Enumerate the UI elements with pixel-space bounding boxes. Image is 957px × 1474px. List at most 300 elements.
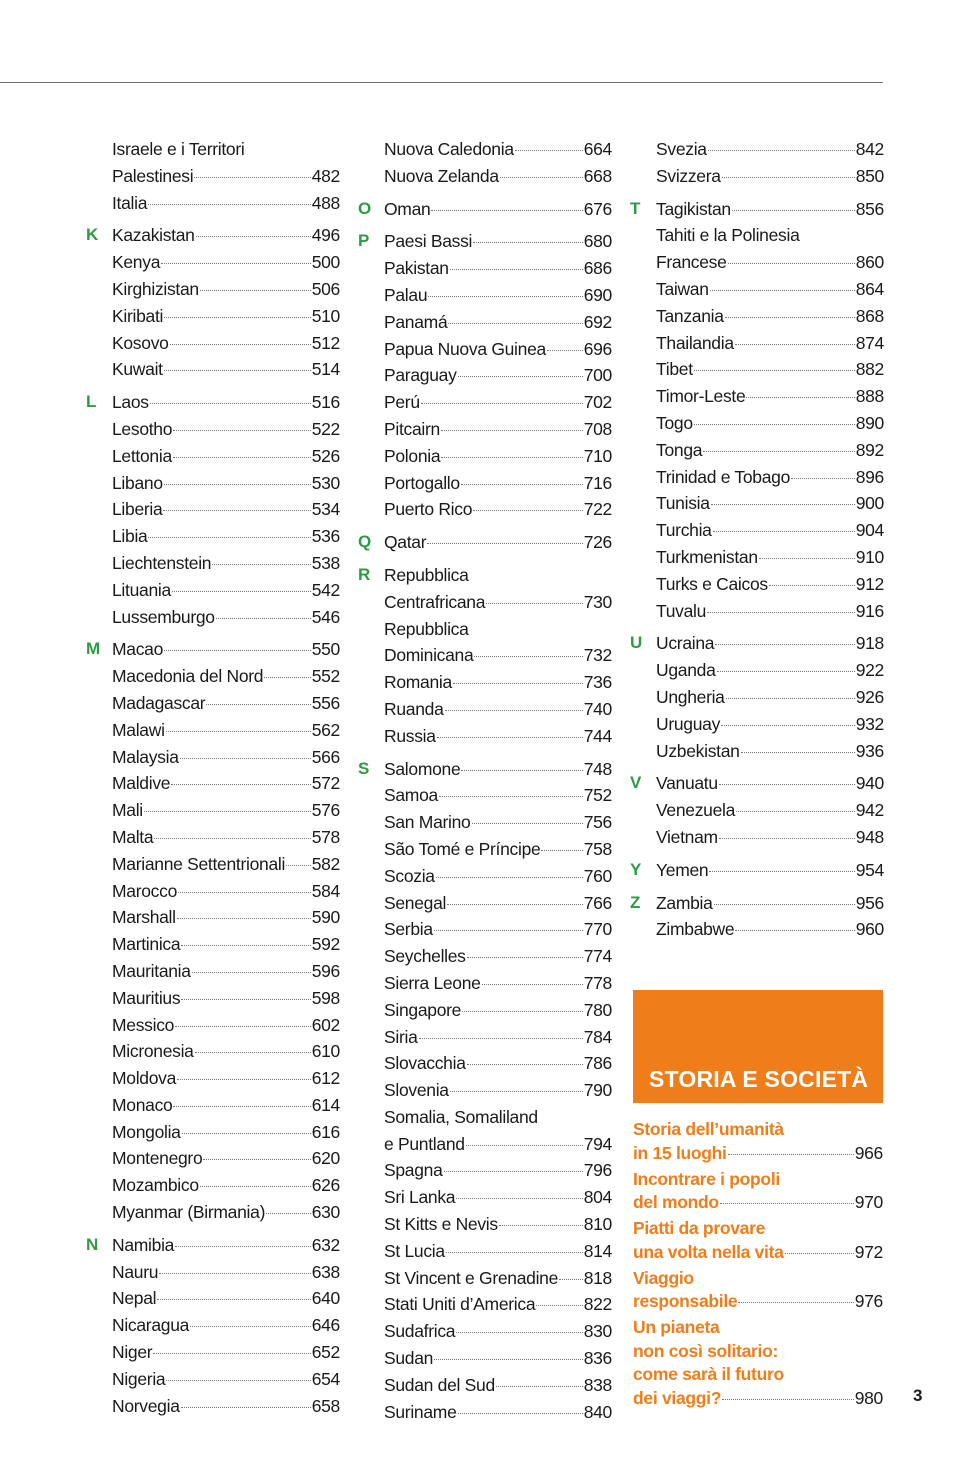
entry-name: come sarà il futuro: [633, 1364, 784, 1384]
dot-leader: [473, 510, 583, 511]
storia-entries: [633, 1118, 883, 1413]
entry-line: [112, 636, 340, 663]
entry-page: 760: [583, 865, 612, 886]
entry-page: 612: [311, 1068, 340, 1089]
letter-group: [358, 562, 612, 750]
dot-leader: [709, 871, 854, 872]
entry-page: 960: [855, 919, 884, 940]
entry-line: [384, 863, 612, 890]
entry-line: [384, 836, 612, 863]
entry-name: Stati Uniti d’America: [384, 1294, 536, 1315]
dot-leader: [439, 796, 583, 797]
entry-name: Monaco: [112, 1094, 173, 1115]
entry-name: Vanuatu: [656, 773, 718, 794]
entry-name: Mauritania: [112, 960, 191, 981]
dot-leader: [456, 1198, 582, 1199]
entry-line: [656, 410, 884, 437]
index-entry: [112, 851, 340, 878]
entry-line: [633, 1241, 883, 1265]
entry-name: Incontrare i popoli: [633, 1168, 780, 1189]
entry-page: 888: [855, 386, 884, 407]
storia-entry: [633, 1316, 883, 1410]
index-entry: [384, 309, 612, 336]
entry-name: Tanzania: [656, 305, 724, 326]
entry-name: Nepal: [112, 1288, 157, 1309]
entry-line: [384, 1372, 612, 1399]
entry-line: [112, 523, 340, 550]
entry-line: [656, 890, 884, 917]
index-entry: [384, 529, 612, 556]
index-entry: [384, 1050, 612, 1077]
entry-line: [112, 1145, 340, 1172]
dot-leader: [194, 177, 310, 178]
index-entry: [112, 249, 340, 276]
entry-line: [112, 1065, 340, 1092]
dot-leader: [694, 370, 855, 371]
entry-name: Suriname: [384, 1401, 457, 1422]
entry-line: [656, 490, 884, 517]
entry-name: Marshall: [112, 907, 176, 928]
index-entry: [656, 824, 884, 851]
storia-section-header: [633, 990, 883, 1103]
entry-page: 922: [855, 660, 884, 681]
entry-line: [656, 857, 884, 884]
index-entry: [384, 163, 612, 190]
dot-leader: [722, 1399, 854, 1400]
dot-leader: [708, 150, 855, 151]
entry-page: 900: [855, 493, 884, 514]
entry-name: Pitcairn: [384, 418, 440, 439]
entry-page: 530: [311, 472, 340, 493]
entry-page: 710: [583, 445, 612, 466]
entry-page: 700: [583, 365, 612, 386]
entry-line: [656, 598, 884, 625]
entry-page: 890: [855, 412, 884, 433]
entry-page: 526: [311, 445, 340, 466]
entry-line: [656, 916, 884, 943]
entry-page: 732: [583, 645, 612, 666]
index-entry: [384, 443, 612, 470]
entry-page: 892: [855, 439, 884, 460]
entry-line: [384, 529, 612, 556]
index-entry: [656, 303, 884, 330]
dot-leader: [437, 737, 583, 738]
entry-page: 552: [311, 666, 340, 687]
entry-name: Scozia: [384, 865, 435, 886]
letter-group: [630, 857, 884, 884]
index-entry: [112, 878, 340, 905]
index-entry: [112, 1145, 340, 1172]
entry-page: 882: [855, 359, 884, 380]
entry-line: [656, 630, 884, 657]
index-entry: [112, 577, 340, 604]
entry-page: 596: [311, 960, 340, 981]
entry-page: 822: [583, 1294, 612, 1315]
entry-line: [656, 770, 884, 797]
entry-page: 980: [854, 1387, 883, 1408]
index-entry: [384, 616, 612, 670]
dot-leader: [450, 269, 583, 270]
entry-line: [656, 571, 884, 598]
entry-name: Tibet: [656, 359, 693, 380]
entry-line: [112, 550, 340, 577]
entry-page: 658: [311, 1395, 340, 1416]
letter-group: [630, 136, 884, 190]
index-entry: [112, 1285, 340, 1312]
entry-line: [384, 1050, 612, 1077]
entry-name: Puerto Rico: [384, 499, 473, 520]
dot-leader: [515, 150, 583, 151]
section-letter: L: [86, 392, 97, 412]
entry-line: [384, 642, 612, 669]
entry-page: 488: [311, 192, 340, 213]
dot-leader: [714, 904, 855, 905]
entry-page: 850: [855, 165, 884, 186]
entry-name: Timor-Leste: [656, 386, 746, 407]
dot-leader: [466, 1145, 583, 1146]
entry-name: Centrafricana: [384, 591, 486, 612]
entry-page: 794: [583, 1133, 612, 1154]
entry-name: Viaggio: [633, 1267, 694, 1288]
entry-page: 576: [311, 800, 340, 821]
entry-page: 778: [583, 972, 612, 993]
entry-page: 790: [583, 1080, 612, 1101]
entry-line: [656, 517, 884, 544]
dot-leader: [486, 603, 583, 604]
index-entry: [112, 1119, 340, 1146]
entry-name: Tagikistan: [656, 198, 731, 219]
entry-page: 904: [855, 520, 884, 541]
index-entry: [112, 931, 340, 958]
index-entry: [384, 1291, 612, 1318]
dot-leader: [436, 877, 583, 878]
entry-line: [112, 717, 340, 744]
entry-name: Turchia: [656, 520, 712, 541]
dot-leader: [447, 904, 583, 905]
entry-line: [384, 1211, 612, 1238]
letter-group: [358, 529, 612, 556]
entry-page: 918: [855, 633, 884, 654]
entry-page: 860: [855, 252, 884, 273]
index-entry: [384, 669, 612, 696]
index-entry: [384, 696, 612, 723]
entry-name: Sierra Leone: [384, 972, 481, 993]
dot-leader: [769, 585, 855, 586]
index-entry: [656, 330, 884, 357]
dot-leader: [450, 1091, 583, 1092]
index-entry: [656, 684, 884, 711]
section-letter: Q: [358, 532, 372, 552]
entry-line: [384, 916, 612, 943]
dot-leader: [462, 1011, 583, 1012]
entry-name: St Kitts e Nevis: [384, 1214, 498, 1235]
index-column-3: [630, 136, 884, 949]
index-entry: [384, 496, 612, 523]
letter-group: [630, 196, 884, 625]
dot-leader: [173, 1106, 310, 1107]
index-entry: [384, 362, 612, 389]
entry-name: Malawi: [112, 719, 165, 740]
dot-leader: [721, 725, 855, 726]
index-column-1: [86, 136, 340, 1425]
entry-page: 936: [855, 740, 884, 761]
entry-page: 804: [583, 1187, 612, 1208]
entry-name: Norvegia: [112, 1395, 180, 1416]
entry-name: Singapore: [384, 999, 462, 1020]
index-entry: [384, 416, 612, 443]
index-entry: [112, 1312, 340, 1339]
index-entry: [656, 464, 884, 491]
index-entry: [112, 330, 340, 357]
entry-name: Sudan: [384, 1348, 434, 1369]
index-entry: [656, 738, 884, 765]
index-entry: [384, 1077, 612, 1104]
index-entry: [656, 437, 884, 464]
dot-leader: [195, 1052, 311, 1053]
entry-name: Paesi Bassi: [384, 231, 473, 252]
entry-page: 774: [583, 946, 612, 967]
entry-line: [112, 1119, 340, 1146]
entry-page: 896: [855, 466, 884, 487]
entry-page: 748: [583, 758, 612, 779]
index-entry: [112, 904, 340, 931]
dot-leader: [461, 770, 582, 771]
entry-name: Repubblica: [384, 618, 469, 639]
entry-name: Repubblica: [384, 564, 469, 585]
entry-page: 708: [583, 418, 612, 439]
index-entry: [384, 282, 612, 309]
entry-page: 702: [583, 392, 612, 413]
dot-leader: [173, 457, 311, 458]
index-entry: [112, 523, 340, 550]
entry-page: 590: [311, 907, 340, 928]
entry-line: [112, 416, 340, 443]
entry-name: Ruanda: [384, 698, 444, 719]
entry-line: [384, 362, 612, 389]
entry-page: 836: [583, 1348, 612, 1369]
entry-page: 868: [855, 305, 884, 326]
entry-line: [384, 163, 612, 190]
entry-page: 810: [583, 1214, 612, 1235]
index-entry: [112, 824, 340, 851]
index-entry: [656, 657, 884, 684]
letter-group: [358, 756, 612, 1426]
entry-name: Slovenia: [384, 1080, 449, 1101]
dot-leader: [190, 1326, 311, 1327]
index-entry: [384, 756, 612, 783]
entry-line: [656, 356, 884, 383]
entry-name: Mali: [112, 800, 143, 821]
entry-name: Tahiti e la Polinesia: [656, 225, 800, 246]
index-entry: [112, 770, 340, 797]
dot-leader: [541, 850, 582, 851]
dot-leader: [458, 1413, 583, 1414]
index-entry: [112, 1065, 340, 1092]
dot-leader: [419, 1038, 583, 1039]
entry-page: 626: [311, 1175, 340, 1196]
index-entry: [384, 1318, 612, 1345]
entry-name: Niger: [112, 1342, 153, 1363]
dot-leader: [159, 1273, 311, 1274]
index-entry: [112, 717, 340, 744]
dot-leader: [180, 758, 311, 759]
entry-name: Perú: [384, 392, 420, 413]
entry-line: [112, 470, 340, 497]
entry-name: dei viaggi?: [633, 1387, 722, 1408]
dot-leader: [719, 838, 855, 839]
index-entry: [384, 389, 612, 416]
entry-name: Tunisia: [656, 493, 710, 514]
entry-line: [656, 383, 884, 410]
dot-leader: [177, 918, 311, 919]
top-rule: [0, 82, 883, 83]
entry-name: Polonia: [384, 445, 441, 466]
dot-leader: [427, 543, 582, 544]
entry-line: [384, 1184, 612, 1211]
dot-leader: [500, 177, 583, 178]
entry-line: [112, 770, 340, 797]
dot-leader: [536, 1305, 582, 1306]
entry-page: 592: [311, 934, 340, 955]
entry-line: [112, 1393, 340, 1420]
entry-line: [384, 1157, 612, 1184]
dot-leader: [791, 478, 855, 479]
dot-leader: [154, 838, 310, 839]
dot-leader: [175, 1246, 311, 1247]
entry-line: [384, 756, 612, 783]
section-letter: S: [358, 758, 370, 778]
dot-leader: [717, 671, 855, 672]
entry-page: 912: [855, 573, 884, 594]
entry-name: Kiribati: [112, 305, 164, 326]
entry-line: [384, 890, 612, 917]
entry-line: [112, 904, 340, 931]
entry-name: Pakistan: [384, 258, 449, 279]
entry-name: Venezuela: [656, 800, 736, 821]
entry-page: 534: [311, 499, 340, 520]
entry-name: Senegal: [384, 892, 447, 913]
entry-line: [656, 276, 884, 303]
entry-name: Papua Nuova Guinea: [384, 338, 546, 359]
index-entry: [384, 836, 612, 863]
entry-line: [384, 228, 612, 255]
entry-name: Tonga: [656, 439, 703, 460]
entry-line: [112, 577, 340, 604]
entry-line: [656, 303, 884, 330]
entry-name: Israele e i Territori: [112, 139, 245, 159]
index-entry: [384, 1184, 612, 1211]
entry-name: Kuwait: [112, 359, 163, 380]
dot-leader: [474, 656, 582, 657]
index-entry: [656, 598, 884, 625]
dot-leader: [738, 1302, 853, 1303]
dot-leader: [175, 1026, 311, 1027]
entry-name: Seychelles: [384, 946, 466, 967]
entry-page: 926: [855, 686, 884, 707]
entry-page: 506: [311, 278, 340, 299]
entry-name: Malta: [112, 826, 154, 847]
index-entry: [384, 196, 612, 223]
entry-line: [384, 1318, 612, 1345]
entry-line: [633, 1191, 883, 1215]
dot-leader: [482, 984, 583, 985]
entry-page: 676: [583, 198, 612, 219]
entry-line: [384, 389, 612, 416]
entry-name: Madagascar: [112, 692, 206, 713]
letter-group: [86, 636, 340, 1226]
entry-page: 818: [583, 1267, 612, 1288]
dot-leader: [157, 1299, 310, 1300]
entry-page: 796: [583, 1160, 612, 1181]
entry-line: [656, 464, 884, 491]
entry-line: [384, 470, 612, 497]
dot-leader: [467, 957, 583, 958]
dot-leader: [192, 972, 311, 973]
entry-name: in 15 luoghi: [633, 1142, 727, 1163]
entry-page: 668: [583, 165, 612, 186]
entry-page: 696: [583, 338, 612, 359]
entry-name: Qatar: [384, 532, 427, 553]
dot-leader: [178, 892, 311, 893]
entry-name: Somalia, Somaliland: [384, 1106, 538, 1127]
dot-leader: [431, 210, 582, 211]
entry-line: [112, 851, 340, 878]
dot-leader: [166, 1380, 310, 1381]
entry-line: [656, 163, 884, 190]
index-entry: [112, 663, 340, 690]
entry-name: Samoa: [384, 785, 438, 806]
entry-name: Togo: [656, 412, 693, 433]
entry-line: [112, 1092, 340, 1119]
index-entry: [112, 303, 340, 330]
entry-name: Salomone: [384, 758, 461, 779]
entry-line: [384, 970, 612, 997]
entry-page: 970: [854, 1192, 883, 1212]
letter-group: [86, 136, 340, 216]
entry-name: Italia: [112, 192, 148, 213]
entry-page: 744: [583, 725, 612, 746]
entry-name: Uruguay: [656, 713, 721, 734]
index-entry: [112, 1038, 340, 1065]
entry-name: Svizzera: [656, 165, 721, 186]
index-entry: [656, 571, 884, 598]
entry-page: 752: [583, 785, 612, 806]
index-entry: [112, 1393, 340, 1420]
entry-name: Moldova: [112, 1068, 177, 1089]
entry-name: Nuova Zelanda: [384, 165, 499, 186]
entry-line: [112, 330, 340, 357]
entry-line: [384, 1131, 612, 1158]
index-entry: [656, 163, 884, 190]
storia-entry: [633, 1217, 883, 1264]
section-letter: R: [358, 564, 371, 584]
entry-page: 874: [855, 332, 884, 353]
index-entry: [656, 276, 884, 303]
entry-page: 686: [583, 258, 612, 279]
entry-name: Panamá: [384, 311, 448, 332]
entry-line: [112, 190, 340, 217]
index-entry: [112, 550, 340, 577]
entry-line: [112, 496, 340, 523]
page-number: 3: [913, 1386, 923, 1405]
entry-name: Yemen: [656, 859, 709, 880]
dot-leader: [171, 784, 310, 785]
dot-leader: [153, 1353, 310, 1354]
entry-name: Uzbekistan: [656, 740, 740, 761]
entry-page: 562: [311, 719, 340, 740]
entry-name: Taiwan: [656, 278, 709, 299]
dot-leader: [722, 177, 855, 178]
